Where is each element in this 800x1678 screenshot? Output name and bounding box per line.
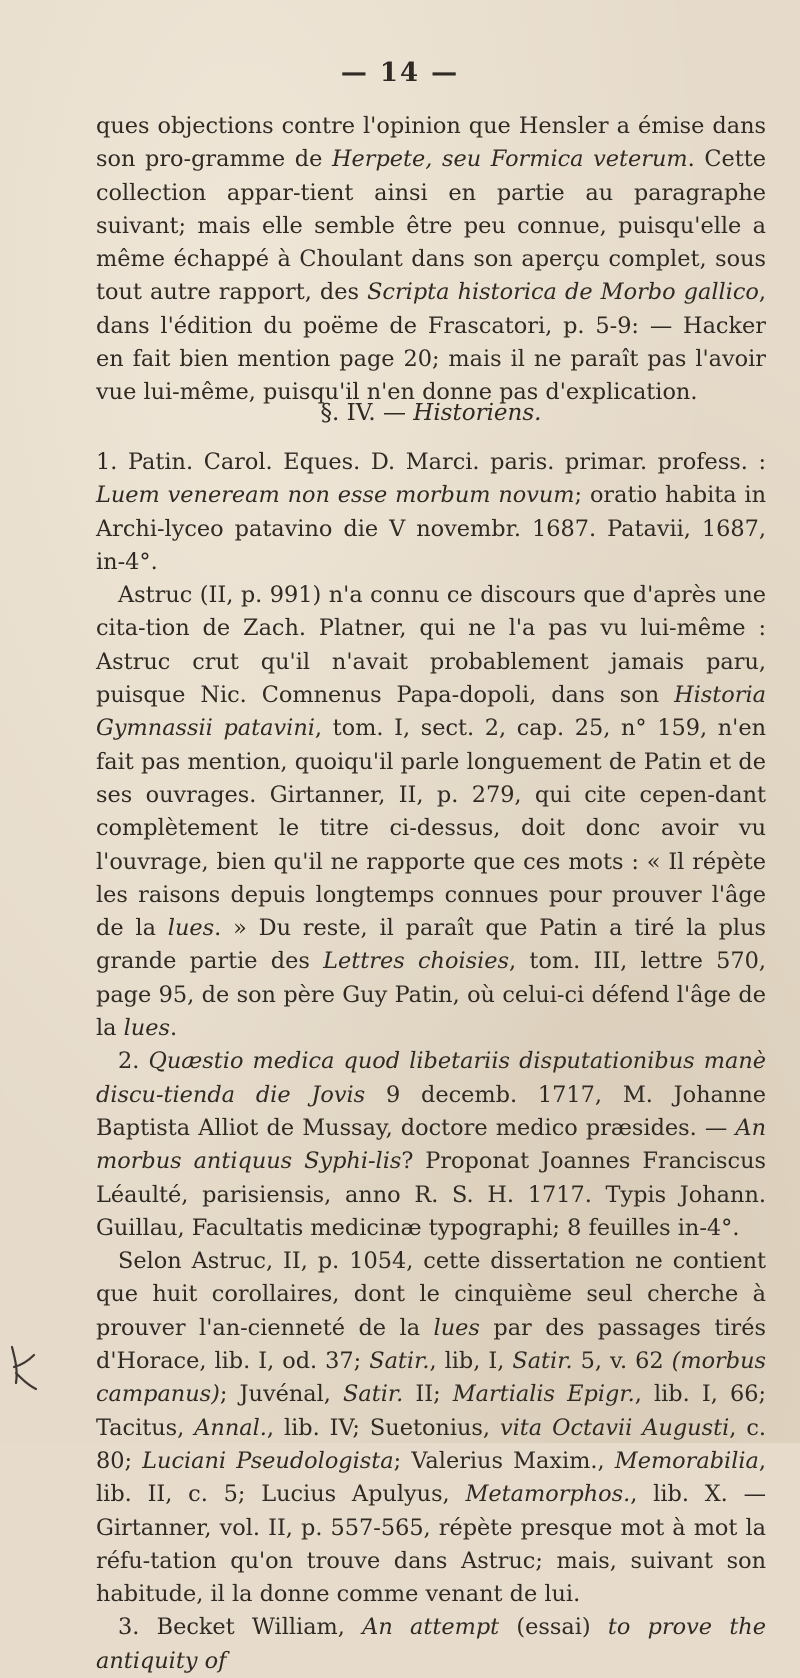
c2-text-4: 5, v. 62 (572, 1348, 672, 1375)
pencil-mark-icon (6, 1343, 40, 1393)
entry-2-text-2: ? Proponat Joannes Franciscus Léaulté, parisiensis, anno R. S. H. 1717. Typis Johann. Guillau, Facultatis medicinæ typographi; 8 feuilles in-4°. (96, 1148, 766, 1241)
c2-text-2: par des passages tirés d'Horace, lib. I, od. 37; (96, 1314, 766, 1375)
entry-2 (96, 1045, 766, 1245)
c2-metamorphos: Metamorphos. (465, 1481, 631, 1508)
c2-satir-1: Satir. (369, 1348, 430, 1375)
entry-2-commentary (96, 1245, 766, 1611)
intro-text (96, 110, 766, 410)
entry-1-commentary (96, 579, 766, 1045)
commentary-1-text-2: , tom. I, sect. 2, cap. 25, n° 159, n'en fait pas mention, quoiqu'il parle longuement de Patin et de ses ouvrages. Girtanner, II, p. 279, qui cite cepen-dant complètement le titre ci-dessus, doit donc avoir vu l'ouvrage, bien qu'il ne rapporte que ces mots : « Il répète les raisons depuis longtemps connues pour prouver l'âge de la (96, 715, 766, 942)
c2-satir-2: Satir. (512, 1348, 573, 1375)
c2-text-11: , lib. II, c. 5; Lucius Apulyus, (96, 1447, 766, 1508)
c2-text-12: , lib. X. — Girtanner, vol. II, p. 557-565, répète presque mot à mot la réfu-tation qu'on trouve dans Astruc; mais, suivant son habitude, il la donne comme venant de lui. (96, 1481, 766, 1608)
entries-block (96, 446, 766, 1678)
intro-title-scripta: Scripta historica de Morbo gallico (367, 279, 759, 306)
c2-vita: vita Octavii Augusti (499, 1414, 730, 1441)
c2-text-5: ; Juvénal, (219, 1381, 344, 1408)
entry-1-details: ; oratio habita in Archi-lyceo patavino die V novembr. 1687. Patavii, 1687, in-4°. (96, 482, 767, 575)
commentary-1-text-4: , tom. III, lettre 570, page 95, de son père Guy Patin, où celui-ci défend l'âge de la (96, 948, 767, 1042)
c2-satir-3: Satir. (343, 1381, 404, 1408)
c2-text-9: , c. 80; (96, 1414, 766, 1474)
commentary-1-text-3: . » Du reste, il paraît que Patin a tiré la plus grande partie des (96, 915, 766, 975)
entry-3-title-1: An attempt (362, 1614, 500, 1641)
entry-2-number: 2. (118, 1048, 149, 1075)
c2-text-6: II; (403, 1381, 453, 1408)
intro-paragraph (96, 110, 766, 410)
c2-text-3: , lib, I, (429, 1348, 513, 1375)
commentary-1-lues-2: lues (123, 1015, 170, 1042)
commentary-1-title-historia: Historia Gymnassii patavini (96, 682, 766, 742)
entry-1 (96, 446, 766, 579)
entry-1-latin-title: Luem veneream non esse morbum novum (96, 482, 575, 509)
entry-2-latin-question: An morbus antiquus Syphi-lis (96, 1114, 766, 1175)
entry-2-latin-title: Quæstio medica quod libetariis disputationibus manè discu-tienda die Jovis (96, 1048, 767, 1108)
section-heading (96, 398, 766, 428)
c2-text-7: , lib. I, 66; Tacitus, (96, 1381, 766, 1441)
entry-3 (96, 1611, 766, 1678)
commentary-1-text-1: Astruc (II, p. 991) n'a connu ce discours que d'après une cita-tion de Zach. Platner, qui ne l'a pas vu lui-même : Astruc crut qu'il n'avait probablement jamais paru, puisque Nic. Comnenus Papa-dopoli, dans son (96, 582, 766, 709)
c2-lues: lues (433, 1314, 480, 1341)
commentary-1-title-lettres: Lettres choisies (323, 948, 510, 975)
section-title: Historiens. (413, 400, 542, 426)
intro-title-herpete: Herpete, seu Formica veterum (331, 146, 688, 173)
entry-3-text-2: (essai) (499, 1614, 608, 1641)
c2-luciani: Luciani Pseudologista (142, 1447, 394, 1474)
section-prefix: §. IV. — (320, 400, 414, 426)
intro-text-3: , dans l'édition du poëme de Frascatori, p. 5-9: — Hacker en fait bien mention page 20; mais il ne paraît pas l'avoir vue lui-même, puisqu'il n'en donne pas d'explication. (96, 279, 766, 406)
commentary-1-lues-1: lues (167, 915, 215, 942)
c2-martialis: Martialis Epigr. (452, 1381, 635, 1408)
intro-text-1: ques objections contre l'opinion que Hensler a émise dans son pro-gramme de (96, 113, 766, 173)
commentary-1-text-5: . (169, 1015, 178, 1042)
c2-text-1: Selon Astruc, II, p. 1054, cette dissertation ne contient que huit corollaires, dont le cinquième seul cherche à prouver l'an-cienneté de la (96, 1248, 766, 1341)
c2-campanus: (morbus campanus) (96, 1348, 767, 1408)
entry-3-title-2: to prove the antiquity of (96, 1614, 766, 1674)
page-number: — 14 — (340, 58, 460, 88)
intro-text-2: . Cette collection appar-tient ainsi en partie au paragraphe suivant; mais elle semble être peu connue, puisqu'elle a même échappé à Choulant dans son aperçu complet, sous tout autre rapport, des (96, 146, 766, 306)
entry-2-text-1: 9 decemb. 1717, M. Johanne Baptista Alliot de Mussay, doctore medico præsides. — (96, 1081, 766, 1141)
entry-1-heading: 1. Patin. Carol. Eques. D. Marci. paris. primar. profess. : (96, 449, 766, 475)
c2-text-10: ; Valerius Maxim., (393, 1447, 615, 1474)
c2-text-8: , lib. IV; Suetonius, (266, 1414, 500, 1441)
c2-annal: Annal. (194, 1414, 267, 1441)
c2-memorabilia: Memorabilia (614, 1447, 759, 1474)
entry-3-text-1: 3. Becket William, (118, 1614, 363, 1641)
